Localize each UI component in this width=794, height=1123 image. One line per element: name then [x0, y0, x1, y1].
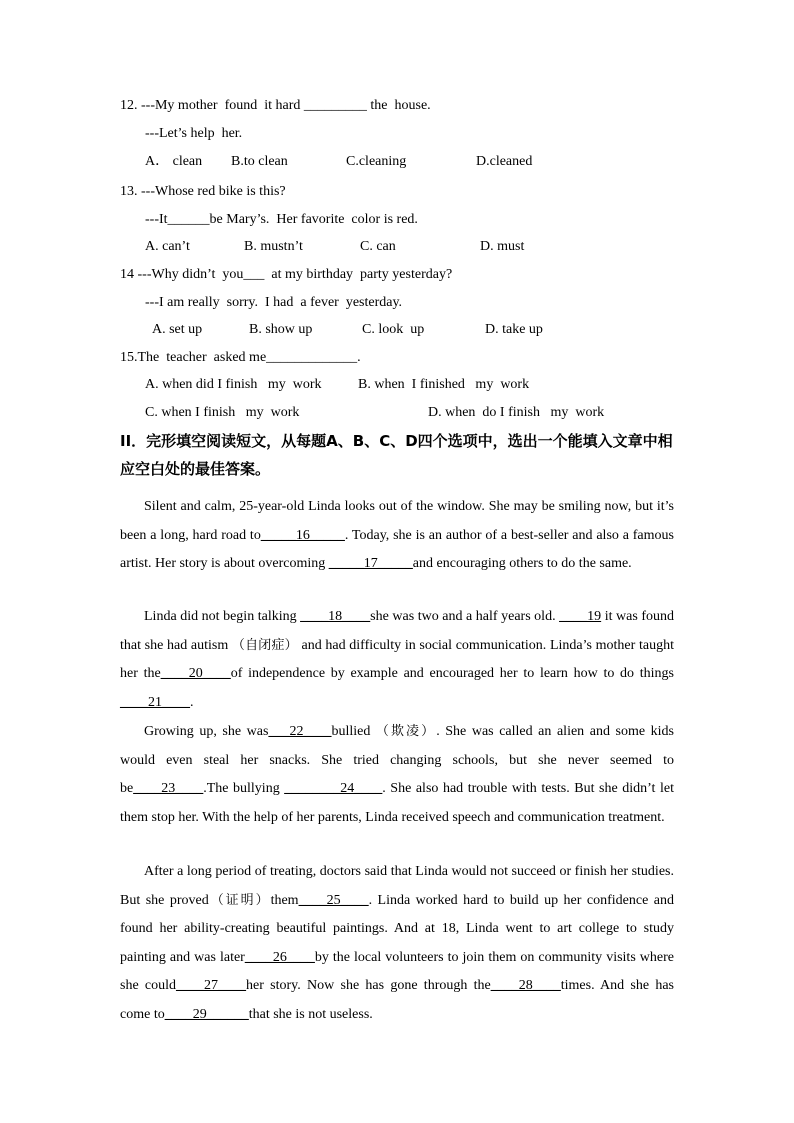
blank-17: _____17_____ — [328, 556, 413, 572]
passage-paragraph-2: Linda did not begin talking ____18____she was two and a half years old. ____19 it was found that she had autism （自闭症） and had difficulty in social communication. Linda’s mother taught her the____20____of independence by example and encouraged her to learn how to do things ____21____. — [120, 609, 675, 710]
blank-25: ____25____ — [298, 892, 369, 908]
blank-28: ____28____ — [490, 978, 561, 994]
blank-16: _____16_____ — [260, 527, 345, 543]
blank-21: ____21____ — [120, 694, 190, 710]
question-14-prompt: 14 ---Why didn’t you___ at my birthday party yesterday? — [120, 267, 453, 282]
question-12-option-c: C.cleaning — [346, 154, 407, 169]
blank-29: ____29______ — [164, 1006, 249, 1022]
blank-20: ____20____ — [160, 666, 231, 682]
question-15-option-d: D. when do I finish my work — [428, 405, 605, 420]
passage-paragraph-3: Growing up, she was___22____bullied （欺凌）. She was called an alien and some kids would even steal her snacks. She tried changing schools, but she never seemed to be____23____.The bullying ________24____. She also had trouble with tests. But she didn’t let them stop her. With the help of her parents, Linda received speech and communication treatment. — [120, 724, 674, 825]
blank-27: ____27____ — [176, 978, 247, 994]
passage-paragraph-4: After a long period of treating, doctors said that Linda would not succeed or finish her studies. But she proved（证明）them____25____. Linda worked hard to build up her confidence and found her ability-creating beautiful paintings. And at 18, Linda went to art college to study painting and was later____26____by the local volunteers to join them on community visits where she could____27____her story. Now she has gone through the____28____times. And she has come to____29______that she is not useless. — [120, 864, 675, 1022]
question-12-option-d: D.cleaned — [476, 154, 533, 169]
blank-26: ____26____ — [244, 949, 315, 965]
question-12-prompt: 12. ---My mother found it hard _________ the house. — [120, 98, 431, 113]
question-14-reply: ---I am really sorry. I had a fever yesterday. — [145, 295, 403, 310]
question-14-option-d: D. take up — [485, 322, 543, 337]
section-heading: II．完形填空阅读短文，从每题A、B、C、D四个选项中，选出一个能填入文章中相应空白处的最佳答案。 — [120, 432, 673, 478]
blank-24: ________24____ — [284, 781, 383, 797]
question-13-reply: ---It______be Mary’s. Her favorite color is red. — [145, 212, 418, 227]
blank-18: ____18____ — [300, 609, 371, 624]
passage-paragraph-1: Silent and calm, 25-year-old Linda looks out of the window. She may be smiling now, but it’s been a long, hard road to_____16_____. Today, she is an author of a best-seller and also a famous artist. Her story is about overcoming _____17_____and encouraging others to do the same. — [120, 499, 674, 572]
question-13-option-b: B. mustn’t — [244, 239, 303, 254]
question-13-prompt: 13. ---Whose red bike is this? — [120, 184, 286, 199]
question-12-option-a: A． clean — [145, 154, 203, 169]
question-15-prompt: 15.The teacher asked me_____________. — [120, 350, 361, 365]
blank-19: ____19 — [559, 609, 602, 624]
question-12-option-b: B.to clean — [231, 154, 288, 169]
question-12-reply: ---Let’s help her. — [145, 126, 243, 141]
question-13-option-a: A. can’t — [145, 239, 190, 254]
question-14-option-b: B. show up — [249, 322, 313, 337]
blank-22: ___22____ — [268, 724, 332, 739]
question-14-option-c: C. look up — [362, 322, 425, 337]
question-13-option-d: D. must — [480, 239, 525, 254]
question-14-option-a: A. set up — [152, 322, 203, 337]
question-15-option-a: A. when did I finish my work — [145, 377, 322, 392]
blank-23: ____23____ — [133, 781, 204, 797]
question-15-option-c: C. when I finish my work — [145, 405, 300, 420]
question-13-option-c: C. can — [360, 239, 396, 254]
question-15-option-b: B. when I finished my work — [358, 377, 530, 392]
